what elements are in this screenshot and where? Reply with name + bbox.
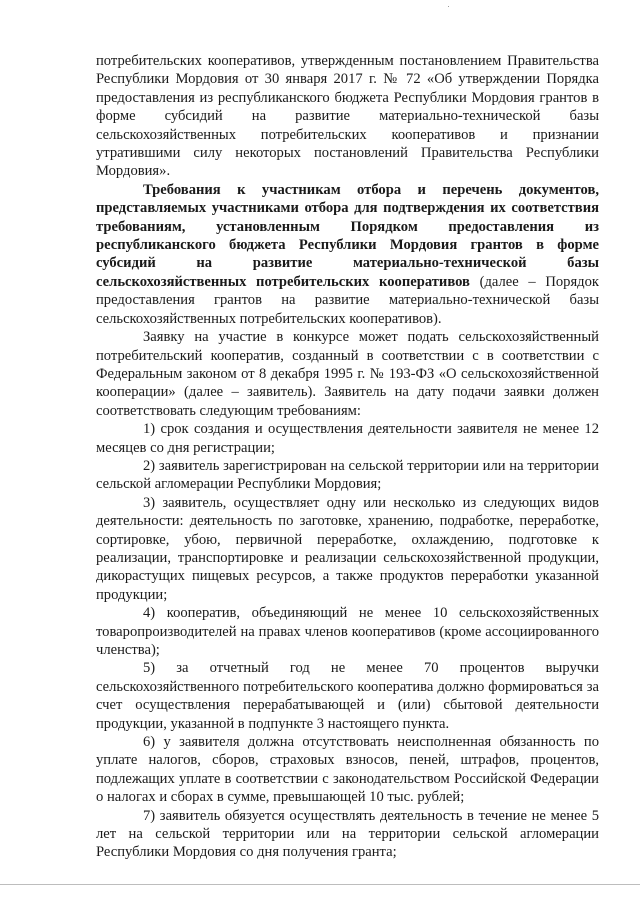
requirement-item-4: 4) кооператив, объединяющий не менее 10 сельскохозяйственных товаропроизводителей на правах членов кооперативов (кроме ассоциированного членства); — [96, 605, 599, 658]
requirement-item-5: 5) за отчетный год не менее 70 процентов выручки сельскохозяйственного потребительского кооператива должно формироваться за счет осуществления перерабатывающей и (или) сбытовой деятельности продукции, указанной в подпункте 3 настоящего пункта. — [96, 660, 599, 732]
document-body — [96, 52, 599, 862]
paragraph-applicant: Заявку на участие в конкурсе может подать сельскохозяйственный потребительский кооператив, созданный в соответствии с в соответствии с Федеральным законом от 8 декабря 1995 г. № 193-ФЗ «О сельскохозяйственной кооперации» (далее – заявитель). Заявитель на дату подачи заявки должен соответствовать следующим требованиям: — [96, 329, 599, 419]
paragraph-requirements — [96, 181, 599, 328]
requirement-item-6: 6) у заявителя должна отсутствовать неисполненная обязанность по уплате налогов, сборов, страховых взносов, пеней, штрафов, процентов, подлежащих уплате в соответствии с законодательством Российской Федерации о налогах и сборах в сумме, превышающей 10 тыс. рублей; — [96, 734, 599, 806]
paragraph-intro: потребительских кооперативов, утвержденным постановлением Правительства Республики Мордовия от 30 января 2017 г. № 72 «Об утверждении Порядка предоставления из республиканского бюджета Республики Мордовия грантов в форме субсидий на развитие материально-технической базы сельскохозяйственных потребительских кооперативов и признании утратившими силу некоторых постановлений Правительства Республики Мордовия». — [96, 53, 599, 180]
requirement-item-3: 3) заявитель, осуществляет одну или несколько из следующих видов деятельности: деятельность по заготовке, хранению, подработке, переработке, сортировке, убою, первичной переработке, охлаждению, подготовке к реализации, транспортировке и реализации сельскохозяйственной продукции, дикорастущих пищевых ресурсов, а также продуктов переработки указанной продукции; — [96, 494, 599, 603]
requirement-item-2: 2) заявитель зарегистрирован на сельской территории или на территории сельской агломерации Республики Мордовия; — [96, 457, 599, 493]
scan-speck — [448, 6, 449, 7]
requirement-item-7: 7) заявитель обязуется осуществлять деятельность в течение не менее 5 лет на сельской территории или на территории сельской агломерации Республики Мордовия со дня получения гранта; — [96, 807, 599, 861]
page-bottom-rule — [0, 884, 640, 885]
requirements-heading: Требования к участникам отбора и перечень документов, представляемых участниками отбора для подтверждения их соответствия требованиям, установленным Порядком предоставления из республиканского бюджета Республики Мордовия грантов в форме субсидий на развитие материально-технической базы сельскохозяйственных потребительских кооперативов — [96, 181, 599, 290]
requirement-item-1: 1) срок создания и осуществления деятельности заявителя не менее 12 месяцев со дня регистрации; — [96, 421, 599, 456]
requirements-note: (далее – Порядок предоставления грантов на развитие материально-технической базы сельскохозяйственных потребительских кооперативов). — [96, 273, 599, 327]
